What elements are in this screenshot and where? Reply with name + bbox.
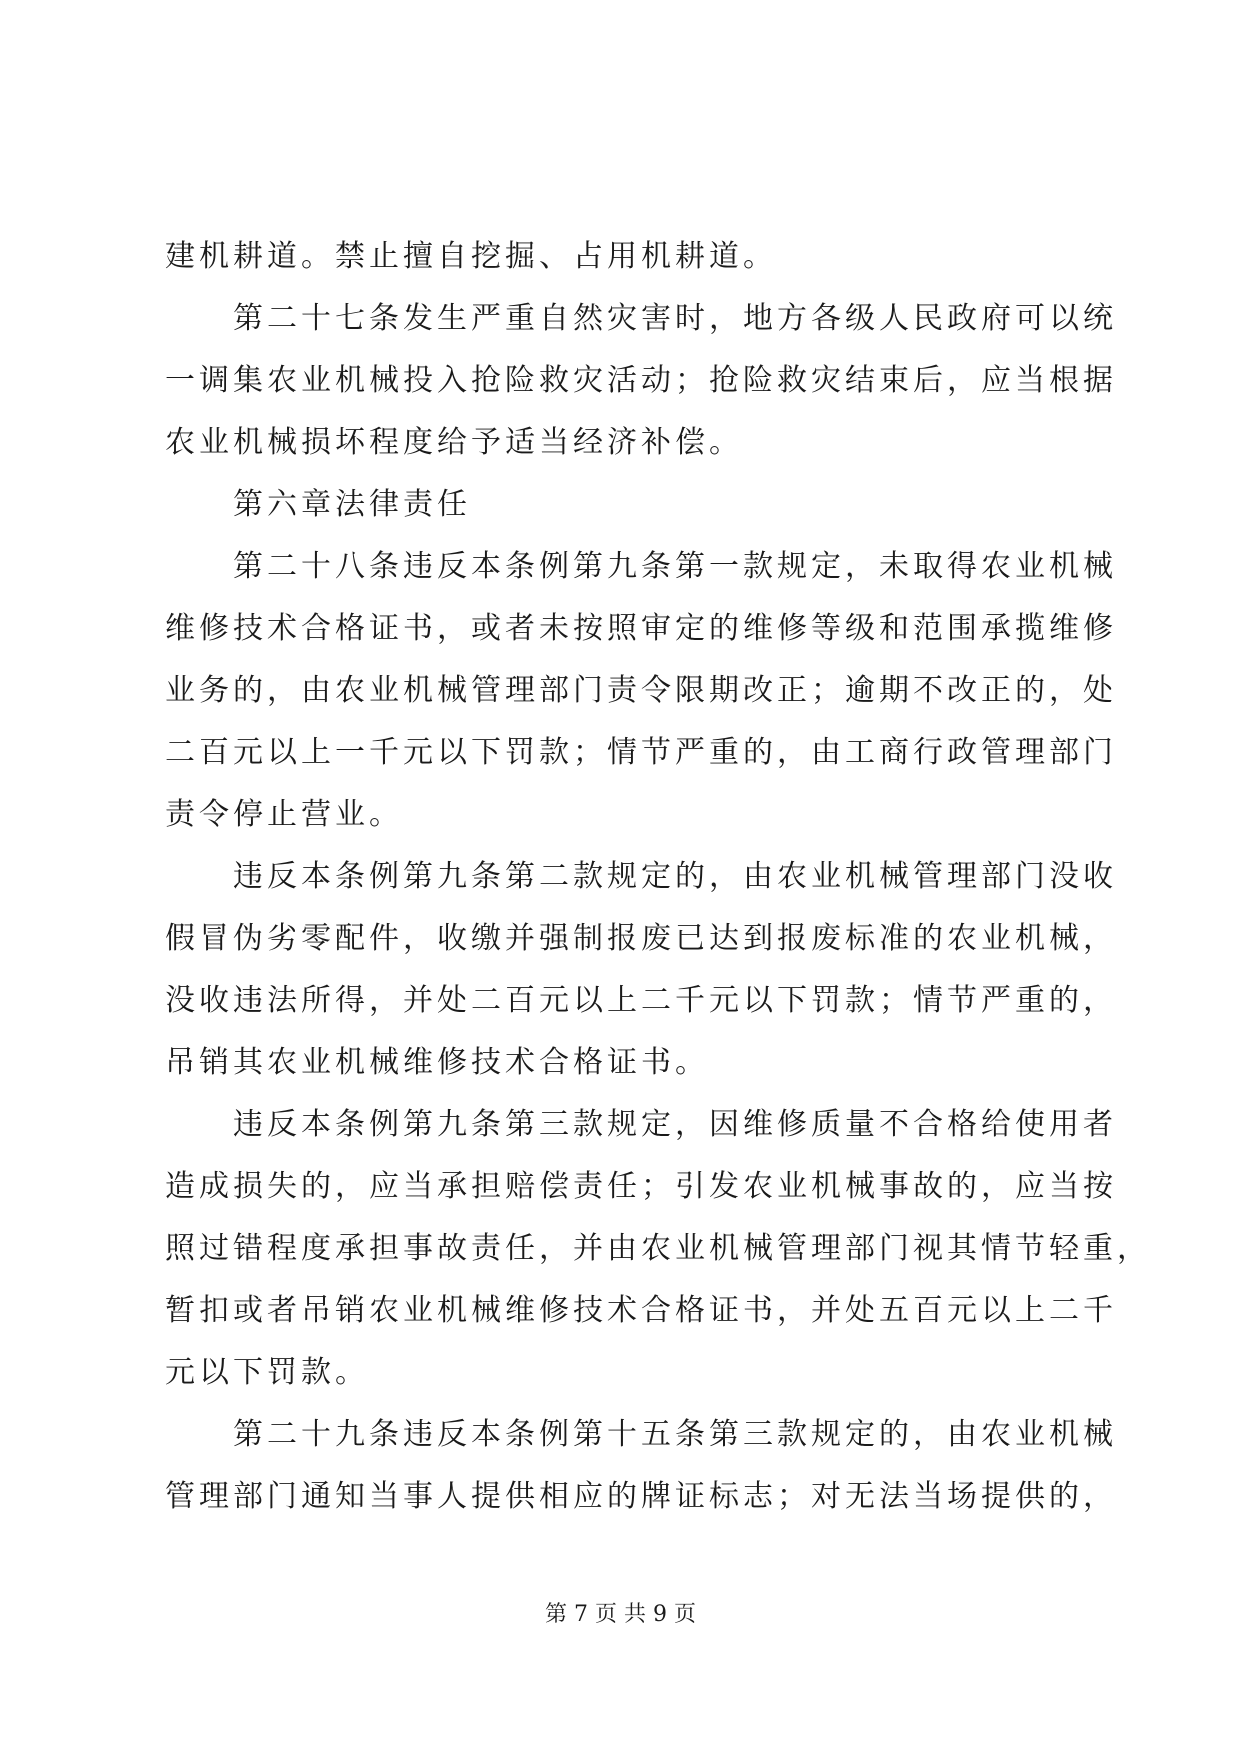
text-line: 第二十七条发生严重自然灾害时，地方各级人民政府可以统: [233, 301, 1117, 336]
text-line: 暂扣或者吊销农业机械维修技术合格证书，并处五百元以上二千: [165, 1293, 1117, 1328]
text-line: 一调集农业机械投入抢险救灾活动；抢险救灾结束后，应当根据: [165, 363, 1117, 398]
text-line: 建机耕道。禁止擅自挖掘、占用机耕道。: [165, 239, 777, 274]
text-line: 违反本条例第九条第二款规定的，由农业机械管理部门没收: [233, 859, 1117, 894]
chapter-heading: 第六章法律责任: [233, 487, 471, 522]
document-body: [165, 226, 1151, 1528]
text-line: 违反本条例第九条第三款规定，因维修质量不合格给使用者: [233, 1107, 1117, 1142]
page-number-footer: 第 7 页 共 9 页: [545, 1602, 696, 1627]
text-line: 第二十八条违反本条例第九条第一款规定，未取得农业机械: [233, 549, 1117, 584]
text-line: 吊销其农业机械维修技术合格证书。: [165, 1045, 709, 1080]
text-line: 元以下罚款。: [165, 1355, 369, 1390]
text-line: 没收违法所得，并处二百元以上二千元以下罚款；情节严重的，: [165, 983, 1117, 1018]
text-line: 责令停止营业。: [165, 797, 403, 832]
text-line: 二百元以上一千元以下罚款；情节严重的，由工商行政管理部门: [165, 735, 1117, 770]
text-line: 管理部门通知当事人提供相应的牌证标志；对无法当场提供的，: [165, 1479, 1117, 1514]
text-line: 假冒伪劣零配件，收缴并强制报废已达到报废标准的农业机械，: [165, 921, 1117, 956]
text-line: 造成损失的，应当承担赔偿责任；引发农业机械事故的，应当按: [165, 1169, 1117, 1204]
text-line: 第二十九条违反本条例第十五条第三款规定的，由农业机械: [233, 1417, 1117, 1452]
text-line: 照过错程度承担事故责任，并由农业机械管理部门视其情节轻重，: [165, 1231, 1151, 1266]
text-line: 业务的，由农业机械管理部门责令限期改正；逾期不改正的，处: [165, 673, 1117, 708]
text-line: 维修技术合格证书，或者未按照审定的维修等级和范围承揽维修: [165, 611, 1117, 646]
text-line: 农业机械损坏程度给予适当经济补偿。: [165, 425, 743, 460]
